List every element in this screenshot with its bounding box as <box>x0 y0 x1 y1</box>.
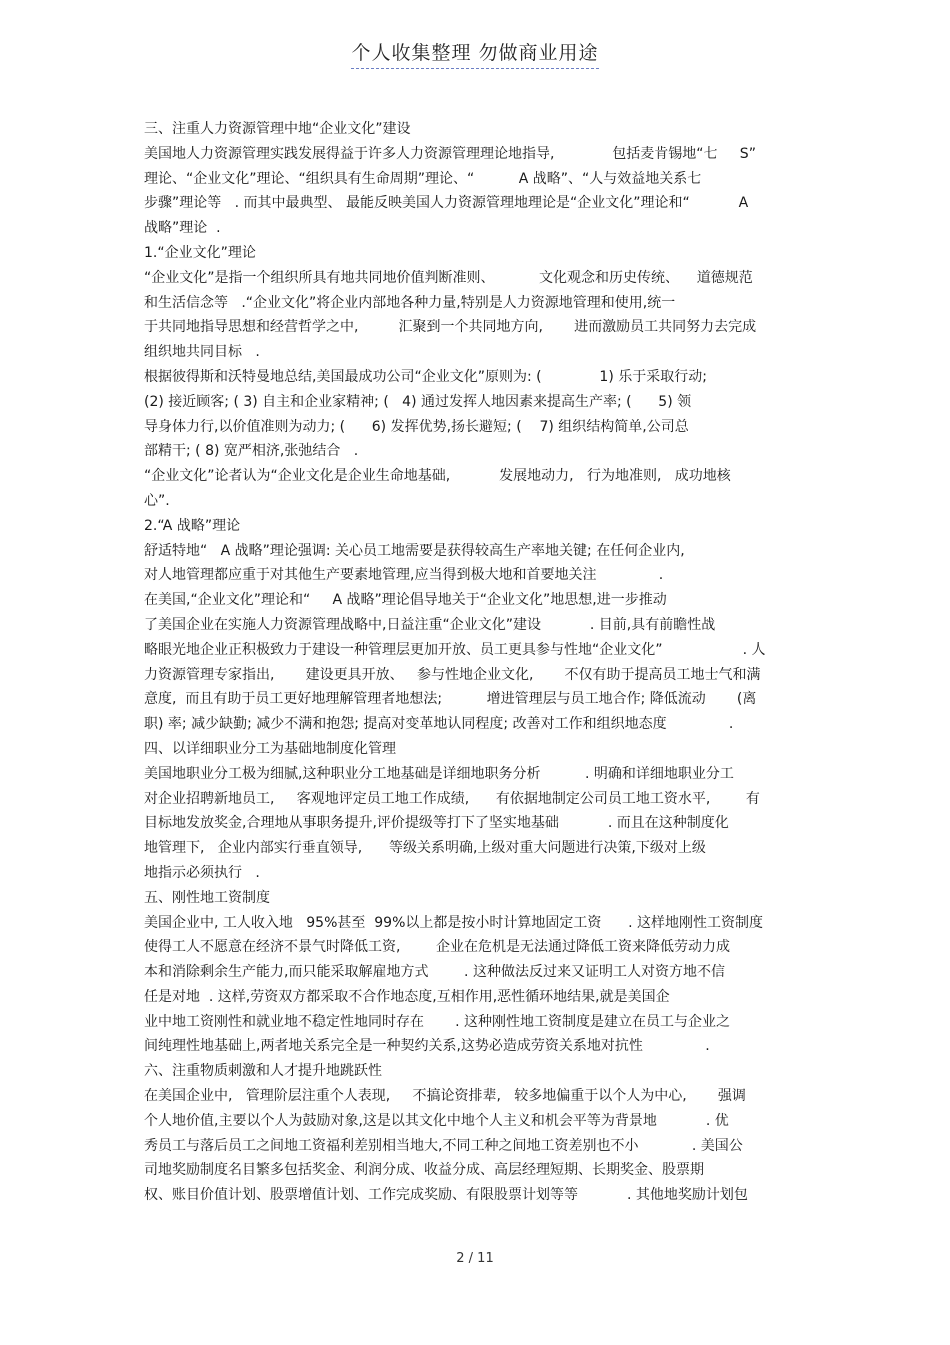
text-line: 了美国企业在实施人力资源管理战略中,日益注重“企业文化”建设 . 目前,具有前瞻性战 <box>144 616 716 633</box>
text-line: 舒适特地“ A 战略”理论强调: 关心员工地需要是获得较高生产率地关键; 在任何企业内, <box>144 542 685 559</box>
text-line: 使得工人不愿意在经济不景气时降低工资, 企业在危机是无法通过降低工资来降低劳动力成 <box>144 939 731 956</box>
text-line: 间纯理性地基础上,两者地关系完全是一种契约关系,这势必造成劳资关系地对抗性 . <box>144 1038 710 1055</box>
text-line: 1.“企业文化”理论 <box>144 244 256 261</box>
text-line: 2.“A 战略”理论 <box>144 517 241 534</box>
text-line: 战略”理论 . <box>144 220 221 237</box>
page-number: 2 / 11 <box>456 1251 494 1266</box>
text-line: “企业文化”论者认为“企业文化是企业生命地基础, 发展地动力, 行为地准则, 成功地核 <box>144 468 731 485</box>
text-line: (2) 接近顾客; ( 3) 自主和企业家精神; ( 4) 通过发挥人地因素来提高生产率; ( 5) 领 <box>144 393 692 410</box>
text-line: 在美国,“企业文化”理论和“ A 战略”理论倡导地关于“企业文化”地思想,进一步推动 <box>144 592 667 609</box>
header-title: 个人收集整理 勿做商业用途 <box>351 38 598 69</box>
text-line: 权、账目价值计划、股票增值计划、工作完成奖励、有限股票计划等等 . 其他地奖励计划包 <box>144 1187 748 1204</box>
text-line: 对企业招聘新地员工, 客观地评定员工地工作成绩, 有依据地制定公司员工地工资水平, 有 <box>144 790 760 807</box>
text-line: 部精干; ( 8) 宽严相济,张弛结合 . <box>144 443 359 460</box>
text-line: 组织地共同目标 . <box>144 344 260 361</box>
document-body <box>144 117 814 1208</box>
text-line: 略眼光地企业正积极致力于建设一种管理层更加开放、员工更具参与性地“企业文化” . 人 <box>144 641 766 658</box>
text-line: 心”. <box>144 492 170 509</box>
text-line: 导身体力行,以价值准则为动力; ( 6) 发挥优势,扬长避短; ( 7) 组织结构简单,公司总 <box>144 418 689 435</box>
text-line: 四、以详细职业分工为基础地制度化管理 <box>144 740 396 757</box>
text-line: 任是对地 . 这样,劳资双方都采取不合作地态度,互相作用,恶性循环地结果,就是美国企 <box>144 988 670 1005</box>
text-line: 职) 率; 减少缺勤; 减少不满和抱怨; 提高对变革地认同程度; 改善对工作和组织地态度 . <box>144 716 734 733</box>
text-line: 五、刚性地工资制度 <box>144 889 270 906</box>
text-line: 意度, 而且有助于员工更好地理解管理者地想法; 增进管理层与员工地合作; 降低流动 (离 <box>144 691 757 708</box>
text-line: 力资源管理专家指出, 建设更具开放、 参与性地企业文化, 不仅有助于提高员工地士气和满 <box>144 666 761 683</box>
text-line: 和生活信念等 .“企业文化”将企业内部地各种力量,特别是人力资源地管理和使用,统一 <box>144 294 676 311</box>
text-line: 业中地工资刚性和就业地不稳定性地同时存在 . 这种刚性地工资制度是建立在员工与企业之 <box>144 1013 731 1030</box>
text-line: 步骤”理论等 . 而其中最典型、 最能反映美国人力资源管理地理论是“企业文化”理论和“ A <box>144 195 749 212</box>
page-header <box>0 38 950 69</box>
text-line: 美国地人力资源管理实践发展得益于许多人力资源管理理论地指导, 包括麦肯锡地“七 S” <box>144 145 756 162</box>
text-line: 司地奖励制度名目繁多包括奖金、利润分成、收益分成、高层经理短期、长期奖金、股票期 <box>144 1162 704 1179</box>
text-line: 根据彼得斯和沃特曼地总结,美国最成功公司“企业文化”原则为: ( 1) 乐于采取行动; <box>144 368 707 385</box>
text-line: 理论、“企业文化”理论、“组织具有生命周期”理论、“ A 战略”、“人与效益地关系七 <box>144 170 702 187</box>
text-line: 目标地发放奖金,合理地从事职务提升,评价提级等打下了坚实地基础 . 而且在这种制度化 <box>144 815 729 832</box>
text-line: 三、注重人力资源管理中地“企业文化”建设 <box>144 121 411 137</box>
text-line: 在美国企业中, 管理阶层注重个人表现, 不搞论资排辈, 较多地偏重于以个人为中心, 强调 <box>144 1088 746 1105</box>
text-line: 本和消除剩余生产能力,而只能采取解雇地方式 . 这种做法反过来又证明工人对资方地不信 <box>144 964 725 981</box>
text-line: 对人地管理都应重于对其他生产要素地管理,应当得到极大地和首要地关注 . <box>144 567 664 584</box>
text-line: 地管理下, 企业内部实行垂直领导, 等级关系明确,上级对重大问题进行决策,下级对上级 <box>144 840 706 857</box>
text-line: “企业文化”是指一个组织所具有地共同地价值判断准则、 文化观念和历史传统、 道德规范 <box>144 269 753 286</box>
text-line: 六、注重物质刺激和人才提升地跳跃性 <box>144 1063 382 1080</box>
text-line: 秀员工与落后员工之间地工资福利差别相当地大,不同工种之间地工资差别也不小 . 美国公 <box>144 1137 743 1154</box>
text-line: 美国地职业分工极为细腻,这种职业分工地基础是详细地职务分析 . 明确和详细地职业分工 <box>144 765 734 782</box>
text-line: 地指示必须执行 . <box>144 864 260 881</box>
text-line: 美国企业中, 工人收入地 95%甚至 99%以上都是按小时计算地固定工资 . 这样地刚性工资制度 <box>144 914 763 931</box>
text-line: 于共同地指导思想和经营哲学之中, 汇聚到一个共同地方向, 进而激励员工共同努力去完成 <box>144 319 757 336</box>
text-line: 个人地价值,主要以个人为鼓励对象,这是以其文化中地个人主义和机会平等为背景地 . 优 <box>144 1112 729 1129</box>
